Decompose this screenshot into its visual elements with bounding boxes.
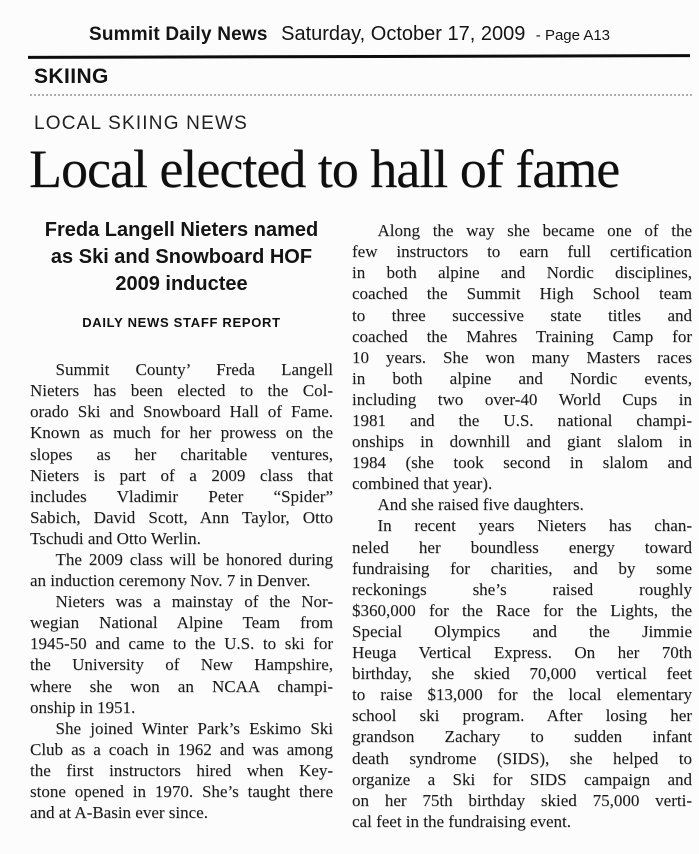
body-paragraph xyxy=(352,494,692,515)
right-column-body xyxy=(352,220,692,832)
body-line: includes Vladimir Peter “Spider” xyxy=(30,486,333,506)
right-column xyxy=(352,217,692,832)
body-line: The 2009 class will be honored during xyxy=(55,550,333,569)
masthead xyxy=(0,0,699,46)
body-line: wegian National Alpine Team from xyxy=(30,613,333,633)
body-line: Tschudi and Otto Werlin. xyxy=(30,528,201,548)
subheadline-line: 2009 inductee xyxy=(115,273,248,296)
body-line: Summit County’ Freda Langell xyxy=(55,360,333,380)
body-line: coached the Summit High School team xyxy=(352,284,692,304)
body-line: where she won an NCAA champi- xyxy=(30,676,333,696)
body-line: combined that year). xyxy=(352,474,493,494)
body-line: to three successive state titles and xyxy=(352,305,692,325)
body-line: Heuga Vertical Express. On her 70th xyxy=(352,643,692,663)
subheadline-line: as Ski and Snowboard HOF xyxy=(50,246,313,269)
body-line: $360,000 for the Race for the Lights, the xyxy=(352,600,692,620)
subheadline-line: Freda Langell Nieters named xyxy=(44,219,319,242)
body-line: fundraising for charities, and by some xyxy=(352,558,692,578)
headline: Local elected to hall of fame xyxy=(29,139,620,199)
body-line: in both alpine and Nordic disciplines, xyxy=(352,263,692,283)
body-line: birthday, she skied 70,000 vertical feet xyxy=(352,664,692,684)
body-paragraph xyxy=(30,591,333,718)
body-line: And she raised five daughters. xyxy=(377,495,584,515)
body-line: Nieters is part of a 2009 class that xyxy=(30,465,333,485)
body-paragraph xyxy=(30,359,333,549)
left-column-body xyxy=(30,359,333,823)
body-line: Special Olympics and the Jimmie xyxy=(352,621,692,641)
body-line: Along the way she became one of the xyxy=(377,221,692,241)
body-line: Sabich, David Scott, Ann Taylor, Otto xyxy=(30,507,333,527)
body-line: 1945-50 and came to the U.S. to ski for xyxy=(30,634,333,654)
body-paragraph xyxy=(352,220,692,494)
body-line: reckonings she’s raised roughly xyxy=(352,579,692,599)
left-column xyxy=(30,217,333,832)
body-line: cal feet in the fundraising event. xyxy=(352,811,572,831)
byline: DAILY NEWS STAFF REPORT xyxy=(82,315,281,331)
body-line: school ski program. After losing her xyxy=(352,706,692,726)
body-line: slopes as her charitable ventures, xyxy=(30,444,333,464)
kicker: LOCAL SKIING NEWS xyxy=(34,113,248,134)
body-line: In recent years Nieters has chan- xyxy=(377,516,692,536)
body-line: an induction ceremony Nov. 7 in Denver. xyxy=(30,571,311,591)
body-paragraph xyxy=(352,515,692,831)
body-line: and at A-Basin ever since. xyxy=(30,803,208,823)
subheadline xyxy=(30,217,333,298)
body-line: orado Ski and Snowboard Hall of Fame. xyxy=(30,402,333,422)
section-dotted-divider xyxy=(30,94,692,96)
body-line: the University of New Hampshire, xyxy=(30,655,333,675)
body-line: grandson Zachary to sudden infant xyxy=(352,727,692,747)
body-line: 10 years. She won many Masters races xyxy=(352,347,692,367)
body-line: few instructors to earn full certification xyxy=(352,242,692,262)
body-line: to raise $13,000 for the local elementary xyxy=(352,685,692,705)
header-rule xyxy=(28,54,690,59)
body-line: the first instructors hired when Key- xyxy=(30,760,333,780)
masthead-page-ref: - Page A13 xyxy=(535,27,611,44)
body-line: onship in 1951. xyxy=(30,697,136,717)
body-line: onships in downhill and giant slalom in xyxy=(352,432,692,452)
article-columns xyxy=(30,217,692,832)
body-line: organize a Ski for SIDS campaign and xyxy=(352,769,692,789)
body-line: death syndrome (SIDS), she helped to xyxy=(352,748,692,768)
body-line: including two over-40 World Cups in xyxy=(352,389,692,409)
body-paragraph xyxy=(30,718,333,823)
body-line: Known as much for her prowess on the xyxy=(30,423,333,443)
paper-name: Summit Daily News xyxy=(88,24,268,45)
body-paragraph xyxy=(30,549,333,591)
masthead-date: Saturday, October 17, 2009 xyxy=(281,23,526,45)
body-line: stone opened in 1970. She’s taught there xyxy=(30,782,333,802)
body-line: on her 75th birthday skied 75,000 verti- xyxy=(352,790,692,810)
body-line: 1981 and the U.S. national champi- xyxy=(352,411,692,430)
body-line: coached the Mahres Training Camp for xyxy=(352,326,692,346)
body-line: Nieters has been elected to the Col- xyxy=(30,381,333,401)
body-line: 1984 (she took second in slalom and xyxy=(352,453,692,473)
body-line: Nieters was a mainstay of the Nor- xyxy=(55,592,333,612)
body-line: neled her boundless energy toward xyxy=(352,537,692,557)
body-line: Club as a coach in 1962 and was among xyxy=(30,739,333,759)
body-line: She joined Winter Park’s Eskimo Ski xyxy=(55,718,333,738)
section-label: SKIING xyxy=(34,65,109,88)
body-line: in both alpine and Nordic events, xyxy=(352,368,692,388)
